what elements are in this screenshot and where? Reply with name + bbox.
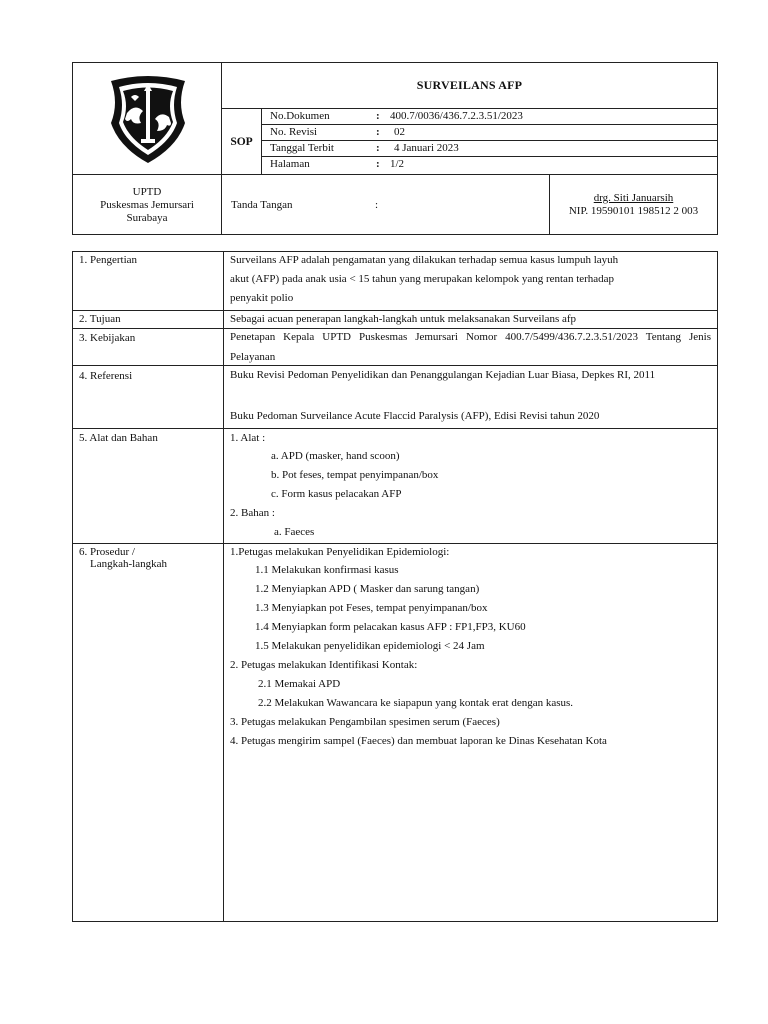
prosedur-step: 3. Petugas melakukan Pengambilan spesimen serum (Faeces): [230, 716, 500, 728]
meta-value: 400.7/0036/436.7.2.3.51/2023: [390, 110, 523, 122]
meta-label: Halaman: [270, 158, 310, 170]
meta-colon: :: [376, 142, 380, 154]
meta-colon: :: [376, 110, 380, 122]
meta-row-no-revisi: [262, 125, 717, 141]
prosedur-step: 2. Petugas melakukan Identifikasi Kontak:: [230, 659, 418, 671]
row-divider: [73, 428, 717, 429]
alat-item: a. Faeces: [274, 526, 315, 538]
document-title: SURVEILANS AFP: [222, 63, 717, 109]
org-line: Surabaya: [126, 211, 168, 224]
pengertian-line: penyakit polio: [230, 292, 294, 304]
section-label-prosedur: Langkah-langkah: [90, 558, 167, 570]
signer-nip: NIP. 19590101 198512 2 003: [568, 205, 699, 217]
meta-label: No. Revisi: [270, 126, 318, 138]
prosedur-step: 1.2 Menyiapkan APD ( Masker dan sarung tangan): [255, 583, 480, 595]
sop-content-table: [72, 251, 718, 922]
logo-cell: [73, 63, 222, 174]
row-divider: [73, 310, 717, 311]
referensi-text: Buku Revisi Pedoman Penyelidikan dan Penanggulangan Kejadian Luar Biasa, Depkes RI, 2011: [230, 369, 656, 381]
section-label-referensi: 4. Referensi: [79, 370, 133, 382]
section-label-pengertian: 1. Pengertian: [79, 254, 138, 266]
section-label-tujuan: 2. Tujuan: [79, 313, 121, 325]
meta-colon: :: [376, 126, 380, 138]
prosedur-step: 1.3 Menyiapkan pot Feses, tempat penyimpanan/box: [255, 602, 488, 614]
prosedur-step: 1.5 Melakukan penyelidikan epidemiologi < 24 Jam: [255, 640, 485, 652]
signer-name: drg. Siti Januarsih: [593, 192, 674, 204]
signature-colon: :: [375, 199, 379, 211]
alat-item: b. Pot feses, tempat penyimpanan/box: [271, 469, 439, 481]
prosedur-step: 1.4 Menyiapkan form pelacakan kasus AFP : FP1,FP3, KU60: [255, 621, 526, 633]
document-header: [72, 62, 718, 235]
meta-label: No.Dokumen: [270, 110, 330, 122]
org-line: Puskesmas Jemursari: [100, 198, 194, 211]
referensi-line: Buku Pedoman Surveilance Acute Flaccid Paralysis (AFP), Edisi Revisi tahun 2020: [230, 410, 600, 422]
signature-row: [73, 174, 717, 234]
alat-item: c. Form kasus pelacakan AFP: [271, 488, 402, 500]
surabaya-emblem-icon: [105, 73, 191, 165]
section-label-prosedur: 6. Prosedur /: [79, 546, 135, 558]
meta-colon: :: [376, 158, 380, 170]
row-divider: [73, 543, 717, 544]
sop-label: SOP: [222, 109, 262, 174]
kebijakan-text: Penetapan Kepala UPTD Puskesmas Jemursari Nomor 400.7/5499/436.7.2.3.51/2023 Tentang Jenis Pelayanan: [230, 331, 711, 363]
pengertian-line: akut (AFP) pada anak usia < 15 tahun yang merupakan kelompok yang rentan terhadap: [230, 273, 615, 285]
document-meta: [262, 109, 717, 174]
prosedur-step: 1.Petugas melakukan Penyelidikan Epidemiologi:: [230, 546, 450, 558]
alat-item: a. APD (masker, hand scoon): [271, 450, 400, 462]
prosedur-step: 2.1 Memakai APD: [258, 678, 341, 690]
meta-row-tanggal-terbit: [262, 141, 717, 157]
meta-value: 02: [394, 126, 405, 138]
org-line: UPTD: [132, 185, 162, 198]
section-label-kebijakan: 3. Kebijakan: [79, 332, 136, 344]
tujuan-line: Sebagai acuan penerapan langkah-langkah untuk melaksanakan Surveilans afp: [230, 313, 577, 325]
alat-item: 1. Alat :: [230, 432, 266, 444]
signer-block: [549, 175, 717, 235]
pengertian-line: Surveilans AFP adalah pengamatan yang dilakukan terhadap semua kasus lumpuh layuh: [230, 254, 619, 266]
signature-label: Tanda Tangan: [231, 199, 293, 211]
column-divider: [223, 252, 224, 921]
meta-value: 4 Januari 2023: [394, 142, 459, 154]
prosedur-step: 4. Petugas mengirim sampel (Faeces) dan membuat laporan ke Dinas Kesehatan Kota: [230, 735, 607, 747]
meta-value: 1/2: [390, 158, 405, 170]
meta-label: Tanggal Terbit: [270, 142, 334, 154]
organization-name: [73, 175, 222, 235]
alat-item: 2. Bahan :: [230, 507, 275, 519]
prosedur-step: 2.2 Melakukan Wawancara ke siapapun yang kontak erat dengan kasus.: [258, 697, 574, 709]
prosedur-step: 1.1 Melakukan konfirmasi kasus: [255, 564, 399, 576]
meta-row-halaman: [262, 157, 717, 174]
section-label-alat-bahan: 5. Alat dan Bahan: [79, 432, 158, 444]
meta-row-no-dokumen: [262, 109, 717, 125]
